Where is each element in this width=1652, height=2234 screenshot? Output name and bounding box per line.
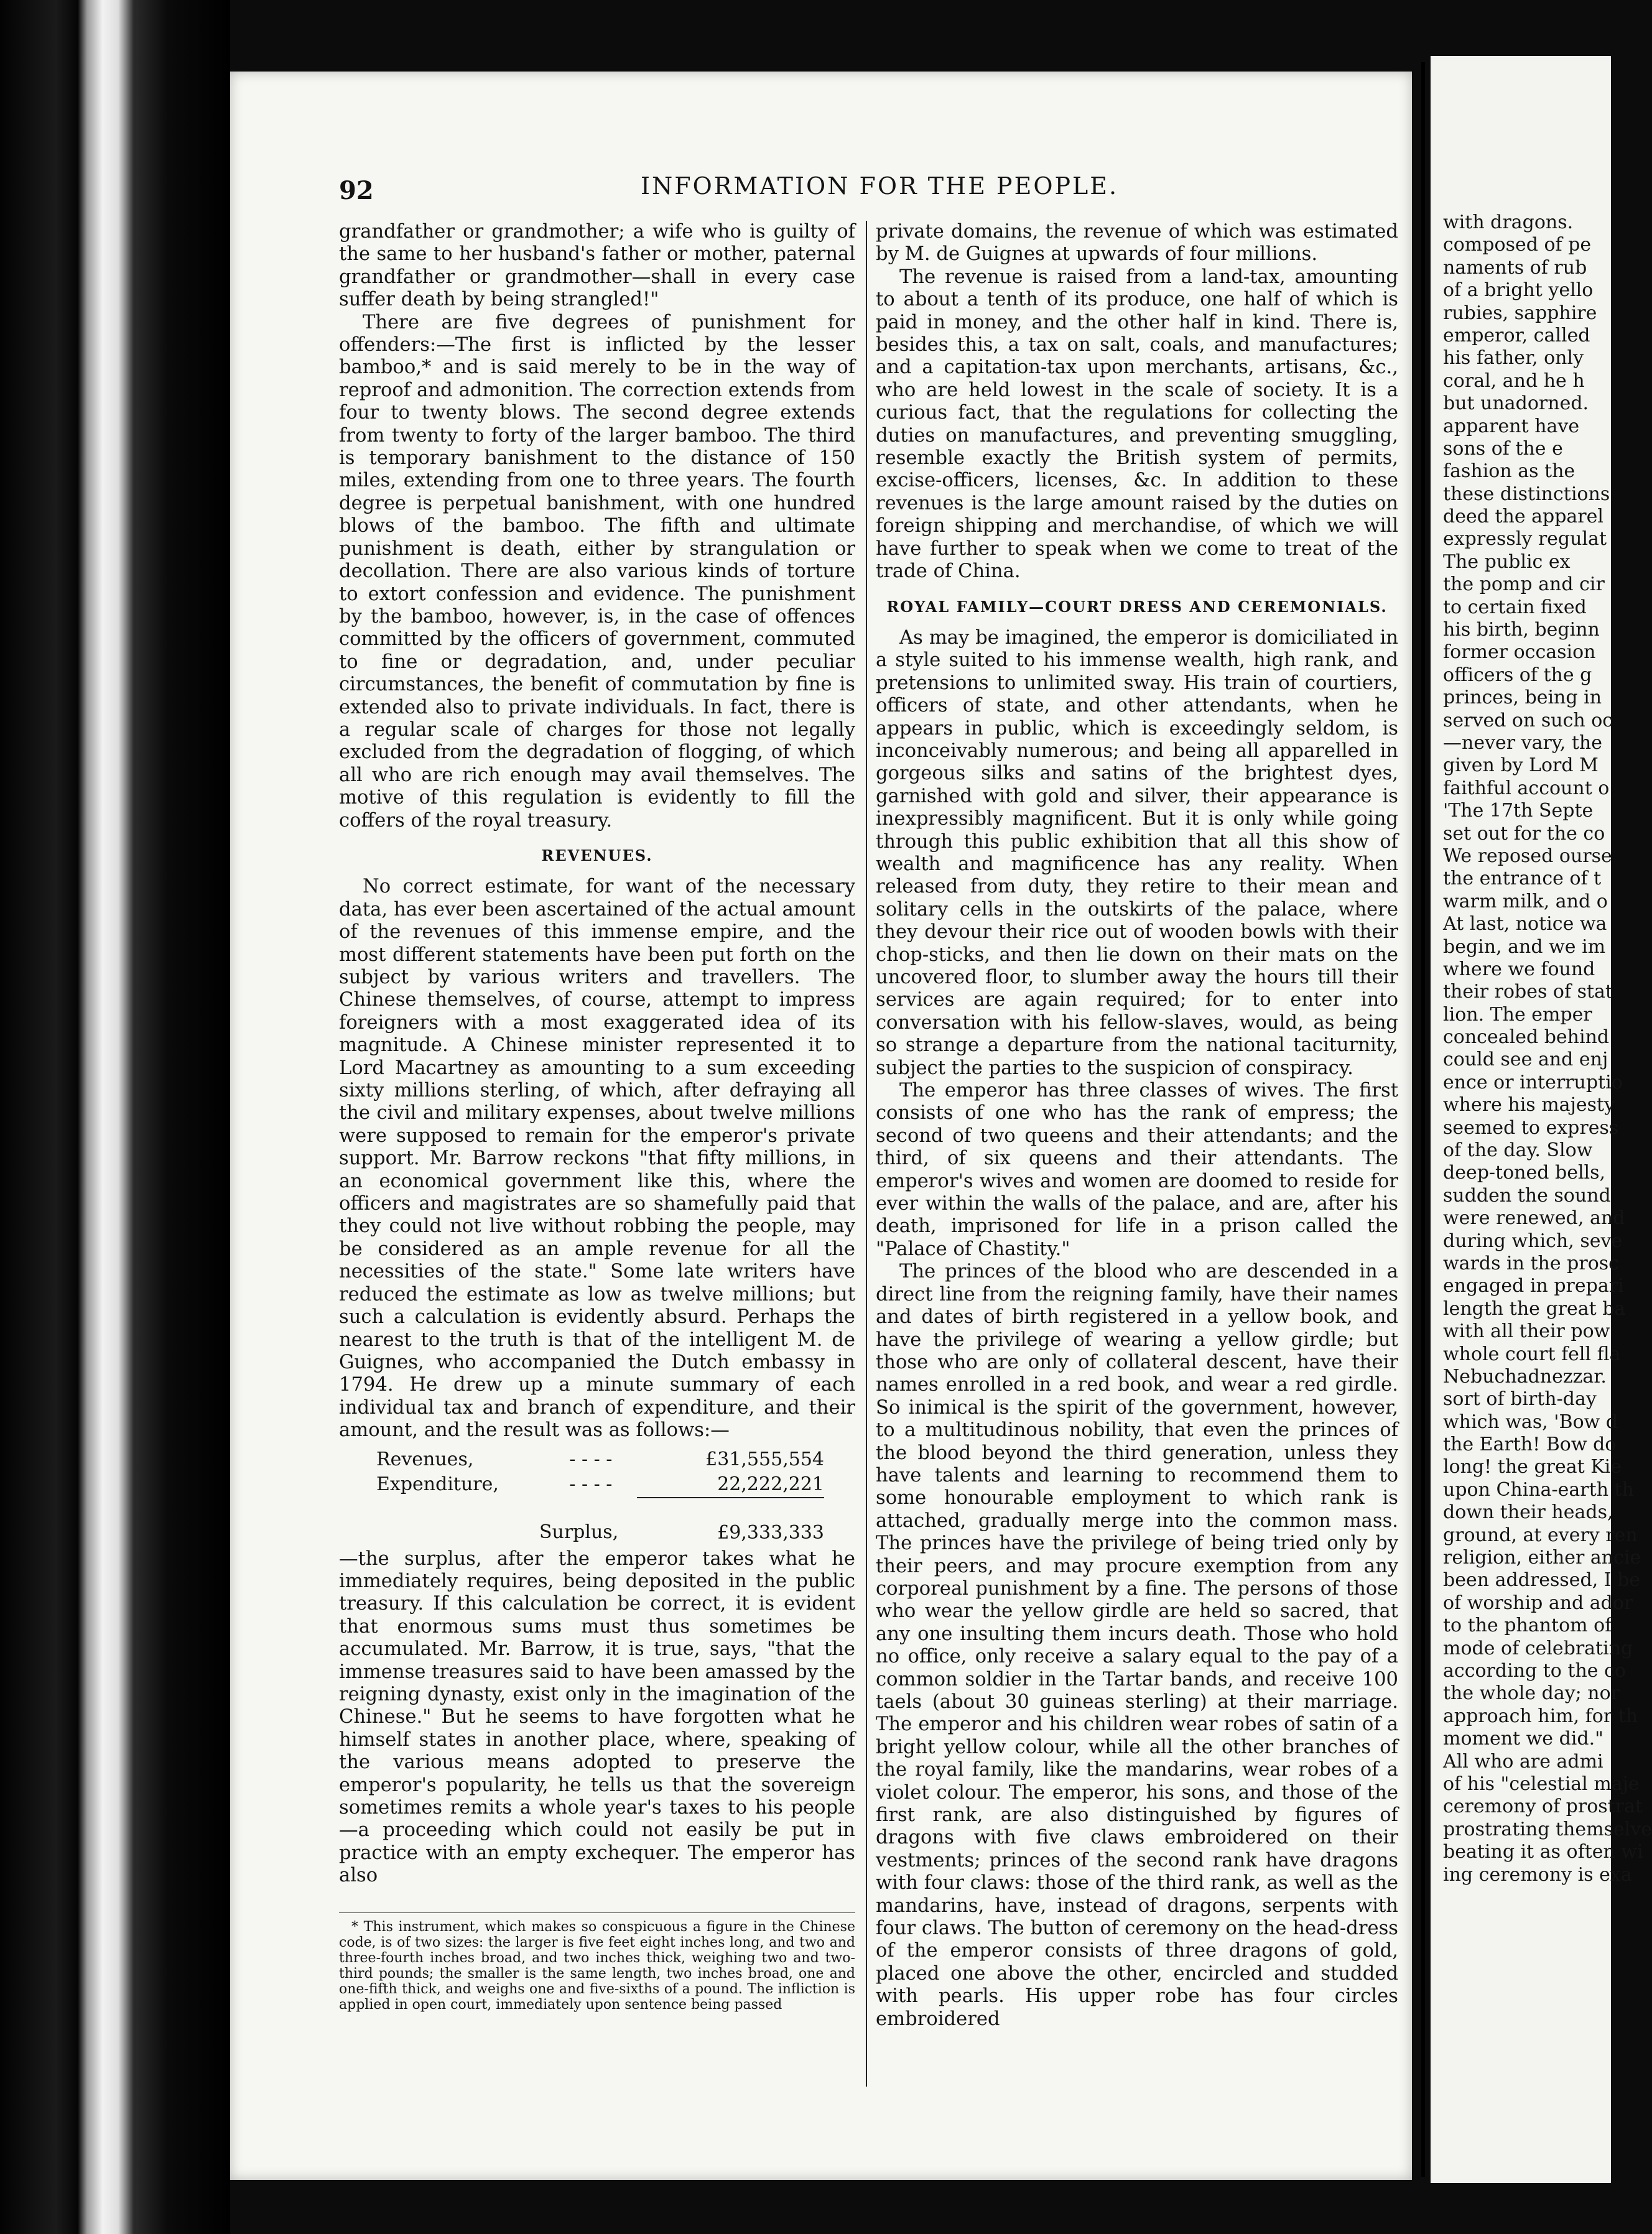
facing-page-line: princes, being in [1443,687,1602,709]
facing-page-line: of worship and ador [1443,1592,1633,1614]
facing-page-line: emperor, called [1443,324,1590,346]
facing-page-line: mode of celebrating [1443,1637,1633,1659]
facing-page-line: All who are admi [1443,1750,1603,1773]
facing-page-line: with dragons. [1443,211,1574,233]
facing-page-line: sons of the e [1443,437,1563,460]
facing-page-line: of a bright yello [1443,279,1594,302]
facing-page-line: sort of birth-day [1443,1388,1597,1411]
facing-page-line: moment we did." [1443,1728,1603,1750]
table-row [376,1472,824,1498]
paragraph: There are five degrees of punishment for offenders:—The first is inflicted by the lesser bamboo,* and is said merely to be in the way of reproof and admonition. The correction extends from four to twenty blows. The second degree extends from twenty to forty of the larger bamboo. The third is temporary banishment to the distance of 150 miles, extending from one to three years. The fourth degree is perpetual banishment, with one hundred blows of the bamboo. The fifth and ultimate punishment is death, either by strangulation or decollation. There are also various kinds of torture to extort confession and evidence. The punishment by the bamboo, however, is, in the case of offences committed by the officers of government, commuted to fine or degradation, and, under peculiar circumstances, the benefit of commutation by fine is extended also to private individuals. In fact, there is a regular scale of charges for those not legally excluded from the degradation of flogging, of which all who are rich enough may avail themselves. The motive of this regulation is evidently to fill the coffers of the royal treasury. [339,311,855,832]
facing-page-line: sudden the sound [1443,1184,1611,1207]
table-amount: £9,333,333 [717,1521,824,1544]
page-number: 92 [339,176,374,205]
facing-page-line: lion. The emper [1443,1003,1592,1026]
facing-page-line: We reposed ourse [1443,845,1612,867]
facing-page-line: where we found [1443,958,1595,980]
facing-page-line: to the phantom of [1443,1615,1612,1637]
facing-page-text [1443,211,1652,1886]
facing-page-line: expressly regulat [1443,528,1607,550]
revenue-table [376,1447,824,1546]
facing-page-line: served on such oc [1443,709,1613,731]
facing-page-line: of the day. Slow [1443,1139,1593,1162]
facing-page-line: deep-toned bells, [1443,1162,1606,1184]
facing-page-line: their robes of stat [1443,981,1613,1003]
paragraph: —the surplus, after the emperor takes what he immediately requires, being deposited in the public treasury. If this calculation be correct, it is evident that enormous sums must thus sometimes be accumulated. Mr. Barrow, it is true, says, "that the immense treasures said to have been amassed by the reigning dynasty, exist only in the imagination of the Chinese." But he seems to have forgotten what he himself states in another place, where, speaking of the various means adopted to preserve the emperor's popularity, he tells us that the sovereign sometimes remits a whole year's taxes to his people—a proceeding which could not easily be put in practice with an empty exchequer. The emperor has also [339,1547,855,1887]
facing-page-line: religion, either ancie [1443,1547,1641,1569]
facing-page-line: the entrance of t [1443,868,1602,890]
table-row [376,1498,824,1546]
facing-page-line: his father, only [1443,347,1584,369]
facing-page-line: down their heads, [1443,1501,1613,1524]
facing-page-line: officers of the g [1443,664,1592,686]
facing-page-line: prostrating themselve [1443,1818,1652,1840]
facing-page-line: apparent have [1443,415,1580,437]
facing-page-line: deed the apparel [1443,506,1603,528]
facing-page-line: but unadorned. [1443,392,1589,415]
facing-page-line: ground, at every ren [1443,1524,1638,1546]
paragraph: No correct estimate, for want of the necessary data, has ever been ascertained of the actual amount of the revenues of this immense empire, and the most different statements have been put forth on the subject by various writers and travellers. The Chinese themselves, of course, attempt to impress foreigners with a most exaggerated idea of its magnitude. A Chinese minister represented it to Lord Macartney as amounting to a sum exceeding sixty millions sterling, of which, after defraying all the civil and military expenses, about twelve millions were supposed to remain for the emperor's private support. Mr. Barrow reckons "that fifty millions, in an economical government like this, where the officers and magistrates are so shamefully paid that they could not live without robbing the people, may be considered as an ample revenue for all the necessities of the state." Some late writers have reduced the estimate as low as twelve millions; but such a calculation is evidently absurd. Perhaps the nearest to the truth is that of the intelligent M. de Guignes, who accompanied the Dutch embassy in 1794. He drew up a minute summary of each individual tax and branch of expenditure, and their amount, and the result was as follows:— [339,876,855,1442]
facing-page-line: At last, notice wa [1443,913,1607,935]
facing-page-line: warm milk, and o [1443,890,1608,912]
table-row [376,1447,824,1472]
table-label: Surplus, [539,1521,619,1544]
facing-page-line: given by Lord M [1443,754,1599,777]
table-amount: £31,555,554 [705,1448,824,1470]
facing-page-line: ing ceremony is exa [1443,1863,1632,1886]
facing-page-line: approach him, for th [1443,1705,1638,1727]
section-heading-revenues: REVENUES. [541,846,653,864]
book-binding-edge [0,0,230,2234]
facing-page-line: with all their pow [1443,1320,1610,1343]
table-amount: 22,222,221 [637,1472,824,1498]
facing-page-line: were renewed, and [1443,1207,1625,1230]
facing-page-line: these distinctions [1443,483,1610,505]
facing-page-line: according to the co [1443,1660,1626,1682]
facing-page-line: fashion as the [1443,460,1575,483]
facing-page-line: begin, and we im [1443,935,1606,958]
facing-page-line: concealed behind [1443,1026,1610,1049]
facing-page-line: the pomp and cir [1443,573,1605,596]
table-dots: - - - - [569,1473,613,1496]
page-gutter [1421,62,1425,2177]
paragraph: grandfather or grandmother; a wife who is guilty of the same to her husband's father or mother, paternal grandfather or grandmother—shall in every case suffer death by being strangled!" [339,221,855,311]
column-rule [866,221,867,2087]
facing-page-line: faithful account o [1443,777,1610,799]
facing-page-line: rubies, sapphire [1443,302,1597,324]
paragraph: The princes of the blood who are descended in a direct line from the reigning family, have their names and dates of birth registered in a yellow book, and have the privilege of wearing a yellow girdle; but those who are only of collateral descent, have their names enrolled in a red book, and wear a red girdle. So inimical is the spirit of the government, however, to a multitudinous nobility, that even the princes of the blood beyond the third generation, unless they have talents and learning to recommend them to some honourable employment to which rank is attached, gradually merge into the common mass. The princes have the privilege of being tried only by their peers, and may procure exemption from any corporeal punishment by a fine. The persons of those who wear the yellow girdle are held so sacred, that any one insulting them incurs death. Those who hold no office, only receive a salary equal to the pay of a common soldier in the Tartar bands, and receive 100 taels (about 30 guineas sterling) at their marriage. The emperor and his children wear robes of satin of a bright yellow colour, while all the other branches of the royal family, like the mandarins, wear robes of a violet colour. The emperor, his sons, and those of the first rank, are also distinguished by figures of dragons with five claws embroidered on their vestments; princes of the second rank have dragons with four claws: those of the third rank, as well as the mandarins, have, instead of dragons, serpents with four claws. The button of ceremony on the head-dress of the emperor consists of three dragons of gold, placed one above the other, encircled and studded with pearls. His upper robe has four circles embroidered [876,1261,1398,2030]
facing-page-line: long! the great Kie [1443,1456,1622,1478]
right-column [876,221,1398,2111]
facing-page-line: former occasion [1443,641,1596,664]
facing-page-line: during which, seve [1443,1230,1623,1252]
facing-page-line: ence or interruptio [1443,1071,1623,1093]
footnote: * This instrument, which makes so conspicuous a figure in the Chinese code, is of two sizes: the larger is five feet eight inches long, and two and three-fourth inches broad, and two inches thick, weighing two and two-third pounds; the smaller is the same length, two inches broad, one and one-fifth thick, and weighs one and five-sixths of a pound. The infliction is applied in open court, immediately upon sentence being passed [339,1912,855,2013]
facing-page-line: 'The 17th Septe [1443,800,1594,822]
table-label: Expenditure, [376,1473,499,1496]
scanned-page [230,72,1412,2180]
facing-page-line: seemed to express [1443,1116,1619,1139]
facing-page-line: The public ex [1443,550,1571,573]
facing-page-line: wards in the prosc [1443,1252,1619,1274]
facing-page-line: to certain fixed [1443,596,1587,618]
paragraph: The emperor has three classes of wives. The first consists of one who has the rank of empress; the second of two queens and their attendants; and the third, of six queens and their attendants. The emperor's wives and women are doomed to reside for ever within the walls of the palace, and are, after his death, imprisoned for life in a prison called the "Palace of Chastity." [876,1080,1398,1260]
facing-page-line: —never vary, the [1443,731,1602,754]
paragraph: As may be imagined, the emperor is domiciliated in a style suited to his immense wealth, high rank, and pretensions to unlimited sway. His train of courtiers, officers of state, and other attendants, when he appears in public, which is exceedingly seldom, is inconceivably numerous; and being all apparelled in gorgeous silks and satins of the brightest dyes, garnished with gold and silver, their appearance is inexpressibly magnificent. But it is only while going through this public exhibition that all this show of wealth and magnificence has any reality. When released from duty, they retire to their mean and solitary cells in the outskirts of the palace, where they devour their rice out of wooden bowls with their chop-sticks, and then lie down on their mats on the uncovered floor, to slumber away the hours till their services are again required; for to enter into conversation with his fellow-slaves, would, as being so strange a departure from the national taciturnity, subject the parties to the suspicion of conspiracy. [876,626,1398,1079]
facing-page-line: could see and enj [1443,1049,1608,1071]
table-label: Revenues, [376,1448,474,1470]
paragraph: The revenue is raised from a land-tax, amounting to about a tenth of its produce, one half of which is paid in money, and the other half in kind. There is, besides this, a tax on salt, coals, and manufactures; and a capitation-tax upon merchants, artisans, &c., who are held lowest in the scale of society. It is a curious fact, that the regulations for collecting the duties on manufactures, and preventing smuggling, resemble exactly the British system of permits, excise-officers, licenses, &c. In addition to these revenues is the large amount raised by the duties on foreign shipping and merchandise, of which we will have further to speak when we come to treat of the trade of China. [876,266,1398,583]
facing-page-line: upon China-earth th [1443,1478,1634,1501]
facing-page-line: been addressed, I be [1443,1569,1641,1592]
facing-page-line: composed of pe [1443,234,1592,256]
facing-page-line: beating it as often wi [1443,1841,1643,1863]
facing-page-line: the Earth! Bow do [1443,1434,1617,1456]
facing-page-line: of his "celestial maje [1443,1773,1640,1795]
facing-page-line: coral, and he h [1443,369,1585,392]
table-dots: - - - - [569,1448,613,1470]
paragraph: private domains, the revenue of which was estimated by M. de Guignes at upwards of four millions. [876,221,1398,266]
facing-page-line: length the great ba [1443,1297,1626,1320]
facing-page-line: naments of rub [1443,256,1587,279]
left-column [339,221,855,2111]
facing-page-line: where his majesty [1443,1094,1615,1116]
facing-page-line: which was, 'Bow d [1443,1411,1618,1433]
facing-page-line: engaged in prepari [1443,1275,1624,1297]
facing-page-line: ceremony of prostrat [1443,1796,1643,1818]
facing-page-line: the whole day; nor [1443,1682,1620,1705]
section-heading-royal-family: ROYAL FAMILY—COURT DRESS AND CEREMONIALS. [886,597,1388,616]
facing-page-line: set out for the co [1443,822,1605,845]
facing-page-line: his birth, beginn [1443,619,1600,641]
facing-page-line: Nebuchadnezzar. [1443,1365,1607,1388]
running-head: INFORMATION FOR THE PEOPLE. [641,172,1119,200]
facing-page-line: whole court fell fla [1443,1343,1621,1365]
